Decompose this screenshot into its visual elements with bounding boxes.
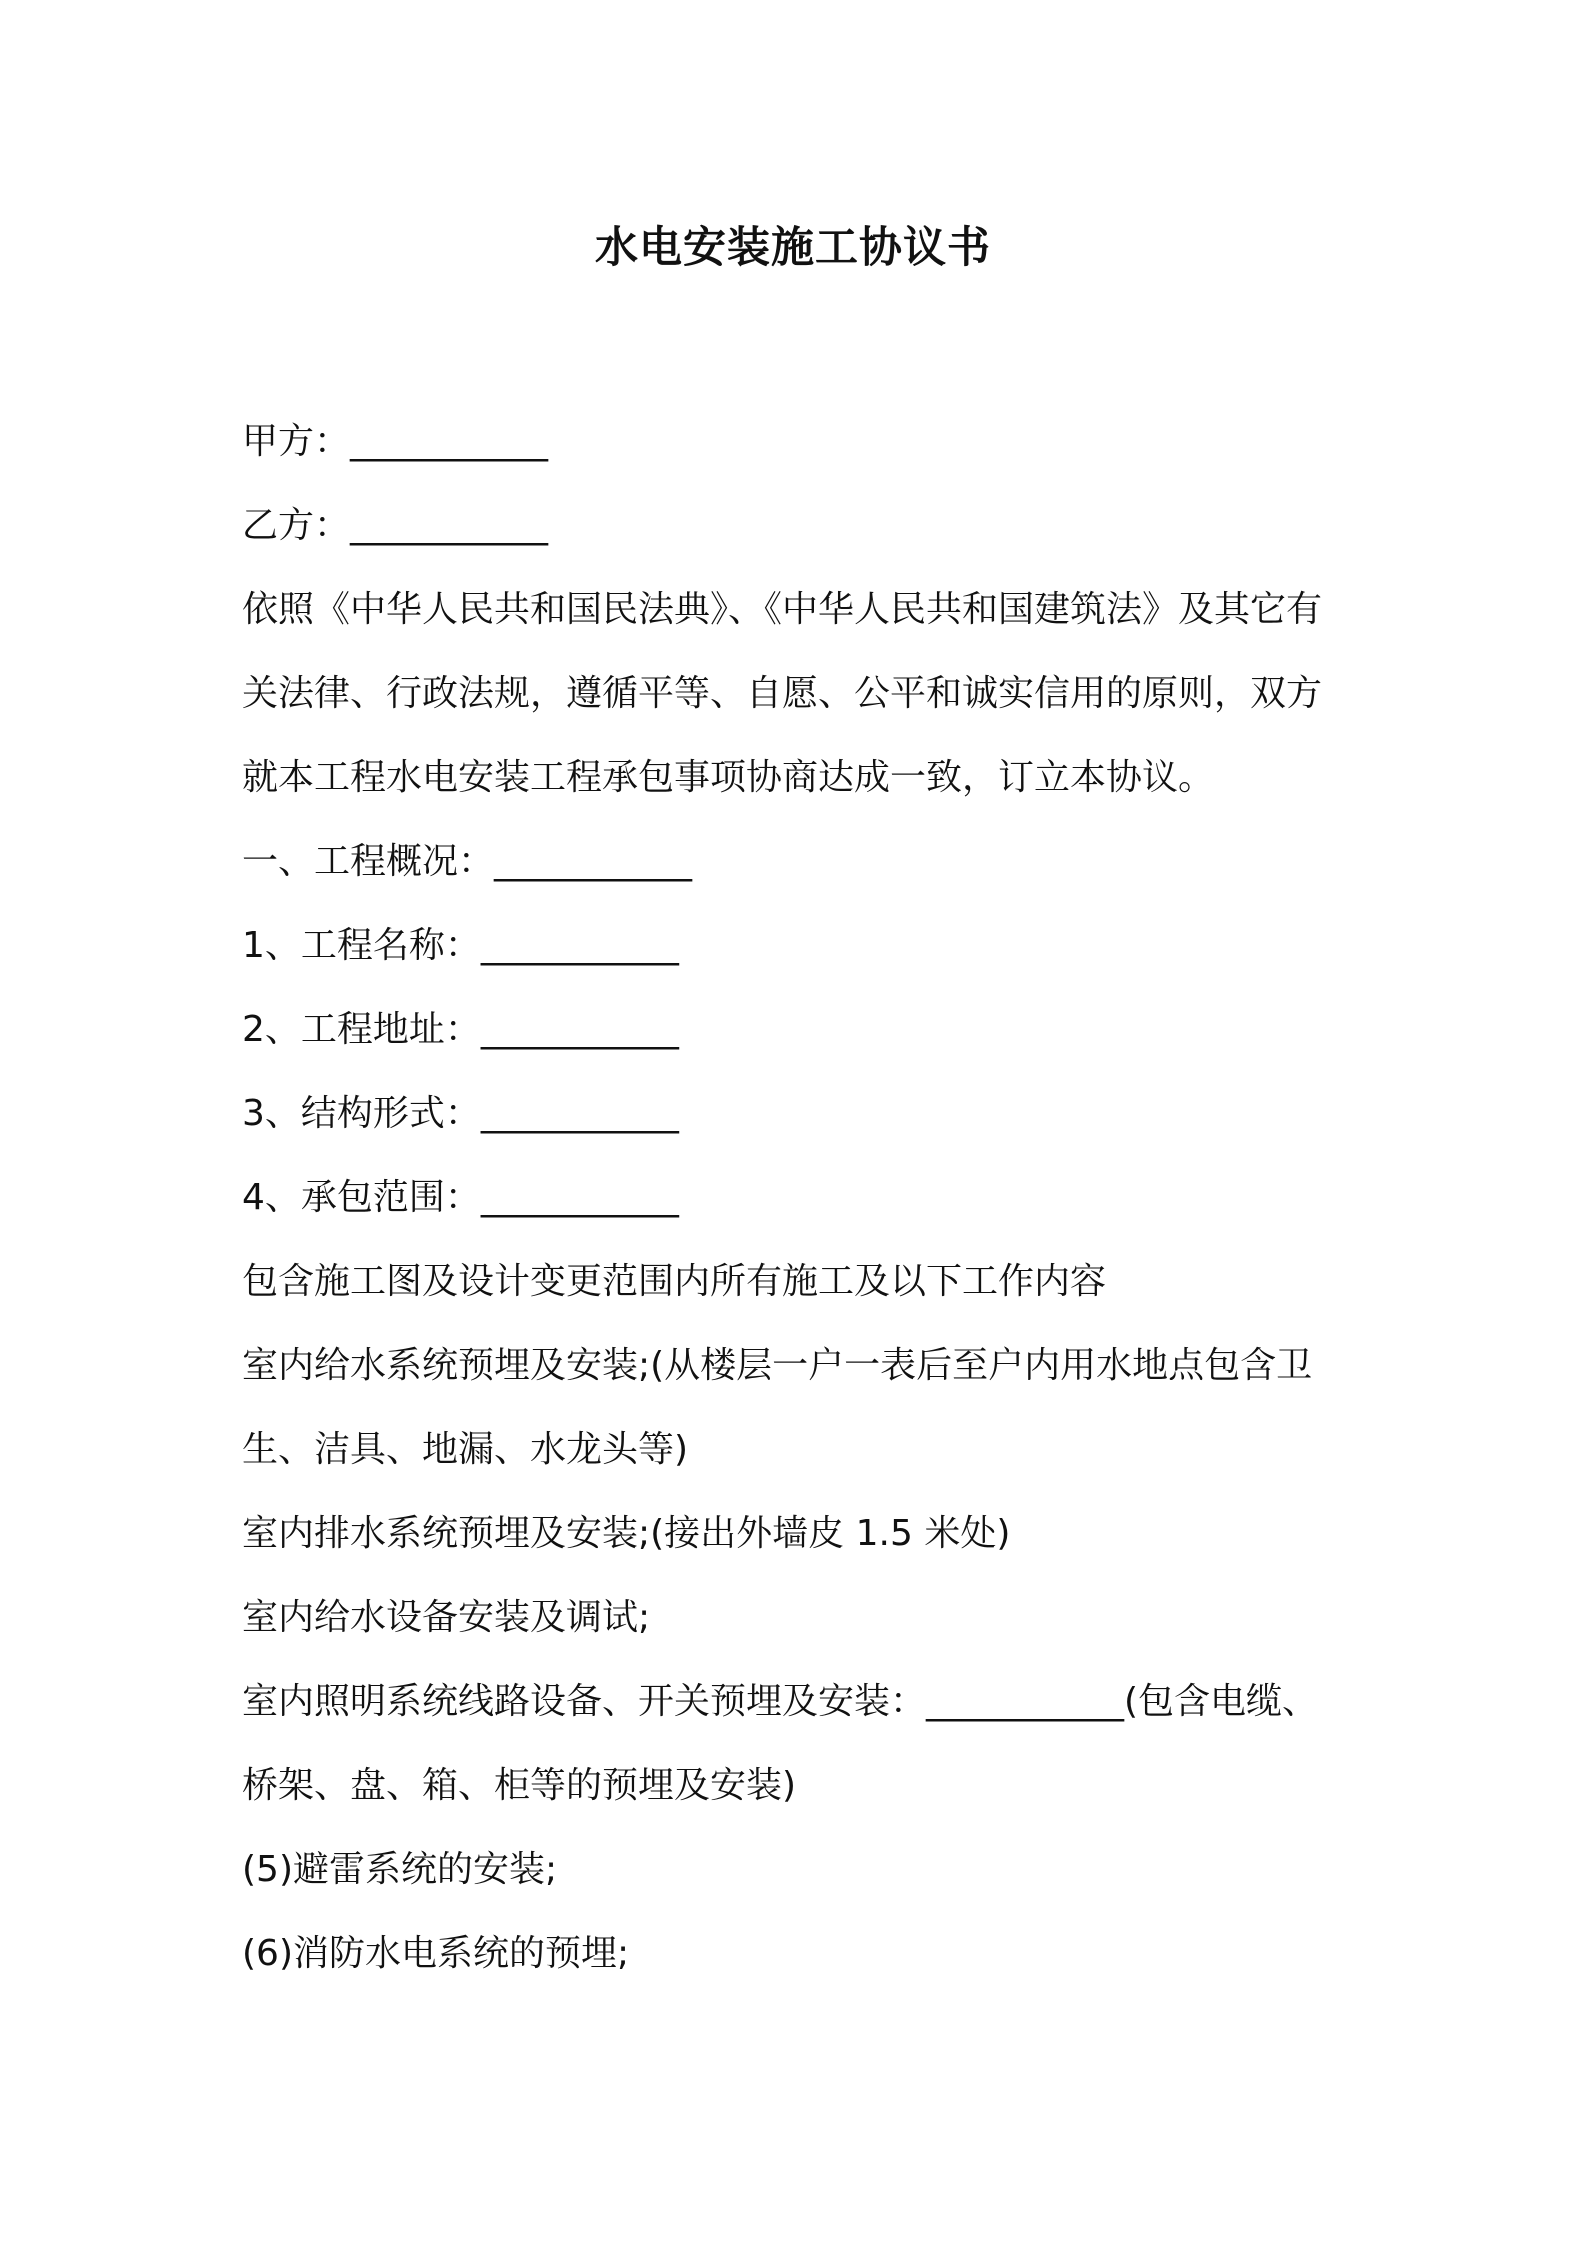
water-supply-line-1: 室内给水系统预埋及安装;(从楼层一户一表后至户内用水地点包含卫: [242, 1345, 1313, 1386]
water-supply-line-2: 生、洁具、地漏、水龙头等): [242, 1429, 689, 1470]
lightning-protection-line: (5)避雷系统的安装;: [242, 1849, 558, 1890]
party-a-line: 甲方：___________: [242, 421, 549, 462]
structure-type-line: 3、结构形式：___________: [242, 1093, 679, 1134]
section-project-overview: 一、工程概况：___________: [242, 841, 693, 882]
party-b-line: 乙方：___________: [242, 505, 549, 546]
document-body: [242, 400, 1362, 1996]
preamble-line-1: 依照《中华人民共和国民法典》、《中华人民共和国建筑法》及其它有: [242, 589, 1323, 630]
lighting-line-1: 室内照明系统线路设备、开关预埋及安装：___________(包含电缆、: [242, 1681, 1319, 1722]
drainage-line: 室内排水系统预埋及安装;(接出外墙皮 1.5 米处): [242, 1513, 1011, 1554]
water-equipment-line: 室内给水设备安装及调试;: [242, 1597, 651, 1638]
project-name-line: 1、工程名称：___________: [242, 925, 679, 966]
preamble-line-3: 就本工程水电安装工程承包事项协商达成一致，订立本协议。: [242, 757, 1215, 798]
document-title: 水电安装施工协议书: [595, 223, 991, 273]
lighting-line-2: 桥架、盘、箱、柜等的预埋及安装): [242, 1765, 797, 1806]
preamble-line-2: 关法律、行政法规，遵循平等、自愿、公平和诚实信用的原则，双方: [242, 673, 1323, 714]
scope-description-line: 包含施工图及设计变更范围内所有施工及以下工作内容: [242, 1261, 1107, 1302]
fire-protection-line: (6)消防水电系统的预埋;: [242, 1933, 630, 1974]
project-address-line: 2、工程地址：___________: [242, 1009, 679, 1050]
contract-scope-line: 4、承包范围：___________: [242, 1177, 679, 1218]
